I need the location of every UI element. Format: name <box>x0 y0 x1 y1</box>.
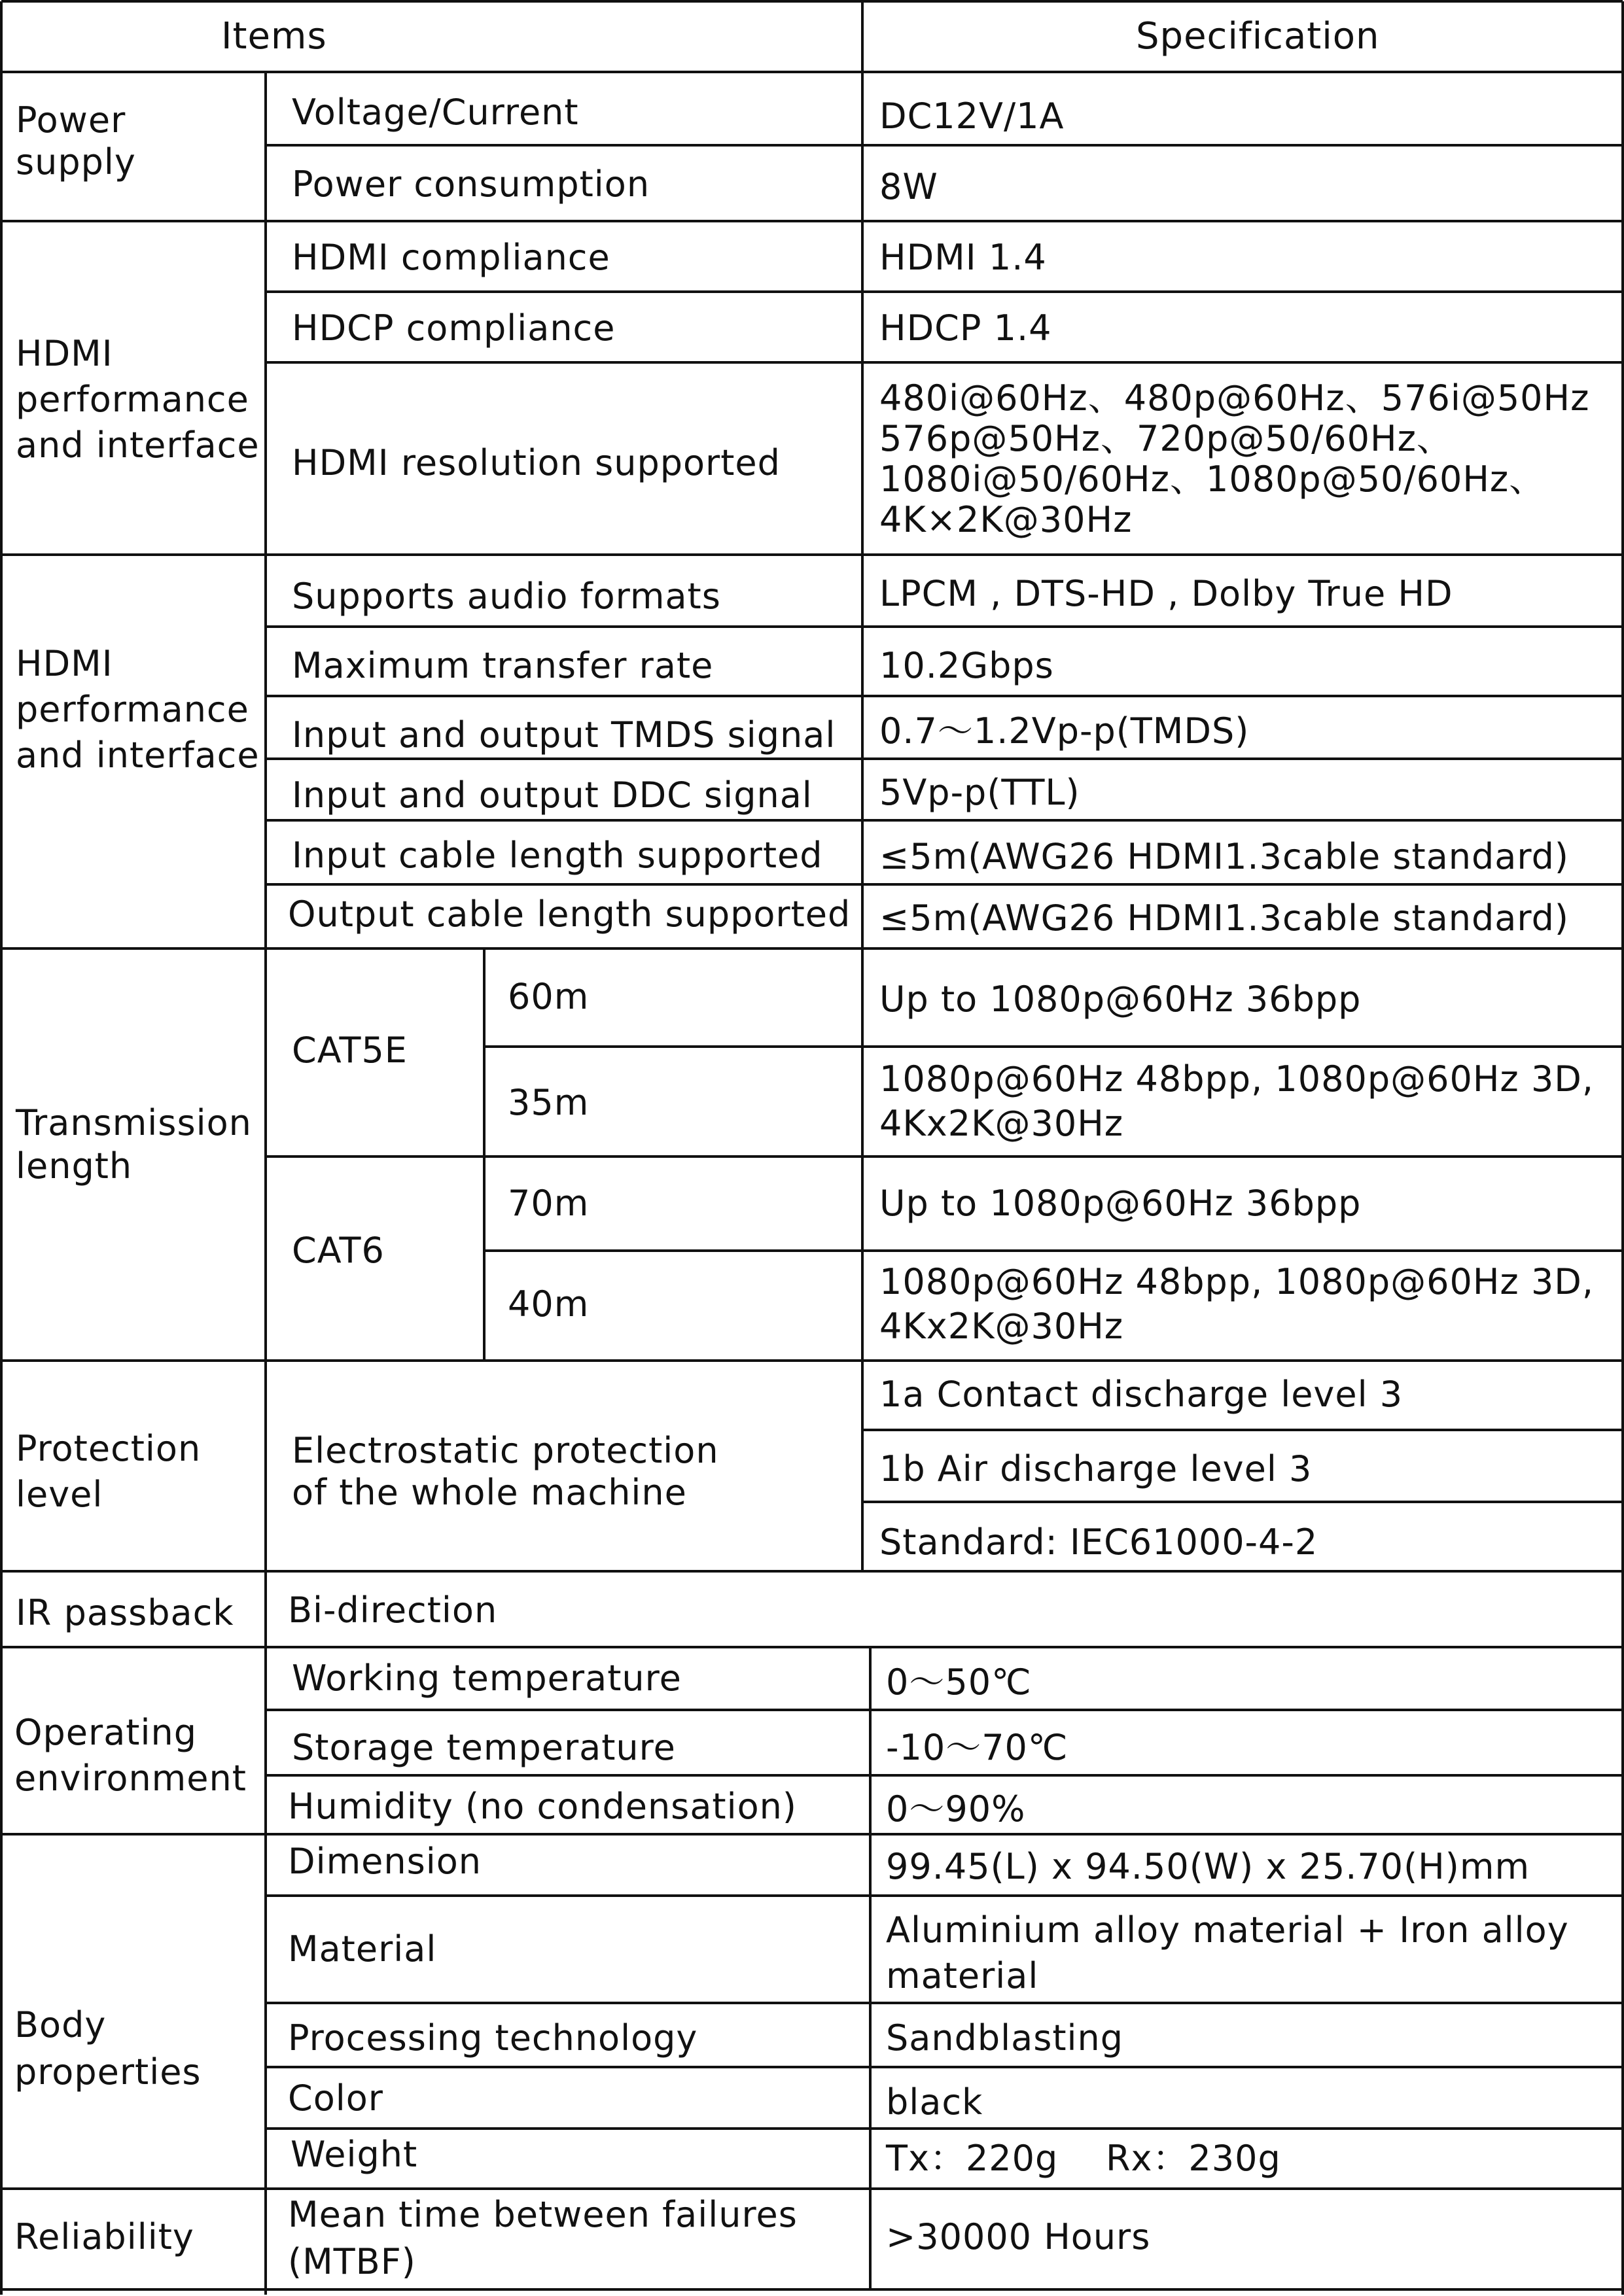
item-color: Color <box>288 2078 383 2119</box>
spec-processing-technology: Sandblasting <box>886 2017 1124 2059</box>
item-hdmi-compliance: HDMI compliance <box>292 237 610 278</box>
item-processing-technology: Processing technology <box>288 2017 698 2059</box>
ir-passback-value: Bi-direction <box>288 1590 498 1631</box>
item-audio-formats: Supports audio formats <box>292 576 721 617</box>
spec-storage-temperature: -10～70℃ <box>886 1727 1068 1768</box>
item-humidity: Humidity (no condensation) <box>288 1786 797 1827</box>
spec-power-consumption: 8W <box>879 166 938 207</box>
item-voltage-current: Voltage/Current <box>292 92 579 133</box>
spec-voltage-current: DC12V/1A <box>879 96 1065 137</box>
spec-standard: Standard: IEC61000-4-2 <box>879 1522 1318 1563</box>
item-storage-temperature: Storage temperature <box>292 1727 676 1768</box>
distance-40m: 40m <box>508 1283 590 1325</box>
spec-weight: Tx：220g Rx：230g <box>886 2138 1281 2179</box>
spec-60m: Up to 1080p@60Hz 36bpp <box>879 979 1362 1020</box>
spec-humidity: 0～90% <box>886 1788 1026 1830</box>
category-ir-passback: IR passback <box>16 1592 234 1633</box>
spec-color: black <box>886 2081 983 2123</box>
category-body-properties: Body properties <box>14 2004 202 2093</box>
distance-35m: 35m <box>508 1082 590 1123</box>
spec-hdmi-resolution: 480i@60Hz、480p@60Hz、576i@50Hz 576p@50Hz、720p@50/60Hz、 1080i@50/60Hz、1080p@50/60Hz、 4K×2K@30Hz <box>879 377 1590 540</box>
cat5e-label: CAT5E <box>292 1030 408 1071</box>
spec-contact-discharge: 1a Contact discharge level 3 <box>879 1374 1403 1415</box>
item-electrostatic-protection: Electrostatic protection of the whole machine <box>292 1430 719 1513</box>
distance-70m: 70m <box>508 1183 590 1224</box>
spec-material: Aluminium alloy material + Iron alloy material <box>886 1909 1569 1996</box>
spec-transfer-rate: 10.2Gbps <box>879 645 1054 686</box>
item-tmds-signal: Input and output TMDS signal <box>292 714 836 756</box>
item-hdcp-compliance: HDCP compliance <box>292 307 616 349</box>
item-working-temperature: Working temperature <box>292 1658 682 1699</box>
category-transmission-length: Transmission length <box>16 1102 252 1187</box>
category-power-supply: Power supply <box>16 99 136 183</box>
spec-hdcp-compliance: HDCP 1.4 <box>879 307 1052 349</box>
spec-air-discharge: 1b Air discharge level 3 <box>879 1448 1313 1489</box>
item-dimension: Dimension <box>288 1841 482 1882</box>
item-weight: Weight <box>291 2134 418 2175</box>
item-hdmi-resolution: HDMI resolution supported <box>292 442 781 483</box>
distance-60m: 60m <box>508 976 590 1017</box>
header-items: Items <box>221 15 327 58</box>
header-specification: Specification <box>1136 15 1380 58</box>
category-hdmi-performance-a: HDMI performance and interface <box>16 333 260 466</box>
spec-working-temperature: 0～50℃ <box>886 1661 1032 1703</box>
spec-input-cable-length: ≤5m(AWG26 HDMI1.3cable standard) <box>879 836 1569 877</box>
spec-35m: 1080p@60Hz 48bpp, 1080p@60Hz 3D, 4Kx2K@30Hz <box>879 1058 1595 1144</box>
category-protection-level: Protection level <box>16 1428 202 1515</box>
cat6-label: CAT6 <box>292 1230 385 1271</box>
spec-ddc-signal: 5Vp-p(TTL) <box>879 772 1080 813</box>
category-operating-environment: Operating environment <box>14 1712 247 1799</box>
item-input-cable-length: Input cable length supported <box>292 835 823 876</box>
item-output-cable-length: Output cable length supported <box>288 894 851 935</box>
item-material: Material <box>288 1928 437 1970</box>
item-ddc-signal: Input and output DDC signal <box>292 774 813 816</box>
item-mtbf: Mean time between failures (MTBF) <box>288 2194 798 2282</box>
spec-output-cable-length: ≤5m(AWG26 HDMI1.3cable standard) <box>879 897 1569 939</box>
category-reliability: Reliability <box>14 2216 194 2257</box>
spec-70m: Up to 1080p@60Hz 36bpp <box>879 1183 1362 1224</box>
spec-mtbf: >30000 Hours <box>886 2216 1151 2257</box>
category-hdmi-performance-b: HDMI performance and interface <box>16 643 260 776</box>
spec-tmds-signal: 0.7～1.2Vp-p(TMDS) <box>879 710 1250 752</box>
spec-hdmi-compliance: HDMI 1.4 <box>879 237 1047 278</box>
spec-40m: 1080p@60Hz 48bpp, 1080p@60Hz 3D, 4Kx2K@30Hz <box>879 1261 1595 1347</box>
spec-audio-formats: LPCM , DTS-HD , Dolby True HD <box>879 573 1453 614</box>
item-transfer-rate: Maximum transfer rate <box>292 645 714 686</box>
spec-dimension: 99.45(L) x 94.50(W) x 25.70(H)mm <box>886 1846 1530 1887</box>
item-power-consumption: Power consumption <box>292 164 650 205</box>
